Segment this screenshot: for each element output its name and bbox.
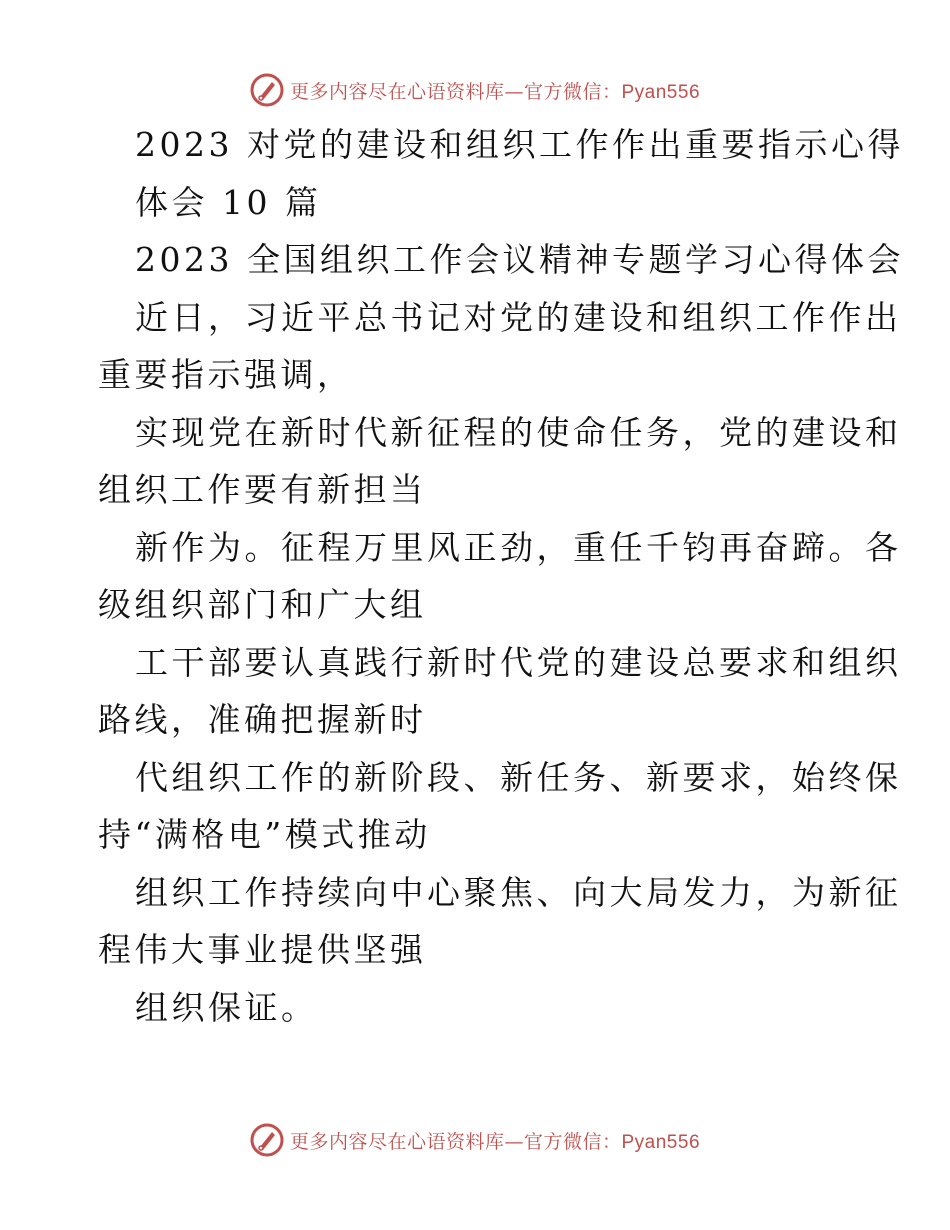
- document-line: 路线，准确把握新时: [98, 700, 427, 739]
- banner-handle: Pyan556: [621, 1131, 701, 1153]
- banner-dash: —: [504, 1130, 524, 1153]
- brand-logo-icon: [250, 1123, 284, 1157]
- document-line: 体会 10 篇: [135, 182, 322, 222]
- document-line: 程伟大事业提供坚强: [98, 930, 427, 969]
- document-line: 2023 对党的建设和组织工作作出重要指示心得: [135, 125, 904, 164]
- footer-watermark-banner: [0, 1120, 950, 1160]
- document-line: 组织保证。: [135, 987, 318, 1027]
- document-line: 近日，习近平总书记对党的建设和组织工作作出: [135, 297, 902, 337]
- banner-dash: —: [504, 80, 524, 103]
- document-line: 组织工作要有新担当: [98, 470, 427, 509]
- document-line: 工干部要认真践行新时代党的建设总要求和组织: [135, 642, 902, 682]
- banner-wechat-label: 官方微信：: [523, 80, 622, 103]
- banner-wechat-label: 官方微信：: [523, 1130, 622, 1153]
- document-line: 重要指示强调，: [98, 355, 354, 394]
- document-body: [0, 116, 950, 1036]
- banner-main-text: 更多内容尽在心语资料库: [289, 1130, 505, 1153]
- banner-text: [290, 1127, 700, 1154]
- document-line: 级组织部门和广大组: [98, 585, 427, 624]
- document-line: 新作为。征程万里风正劲，重任千钧再奋蹄。各: [135, 527, 902, 567]
- banner-main-text: 更多内容尽在心语资料库: [289, 80, 505, 103]
- document-line: 2023 全国组织工作会议精神专题学习心得体会: [135, 240, 904, 279]
- brand-logo-icon: [250, 73, 284, 107]
- document-line: 持“满格电”模式推动: [98, 815, 431, 854]
- header-watermark-banner: [0, 70, 950, 110]
- document-line: 组织工作持续向中心聚焦、向大局发力，为新征: [135, 872, 902, 912]
- document-line: 代组织工作的新阶段、新任务、新要求，始终保: [135, 757, 902, 797]
- banner-text: [290, 77, 700, 104]
- banner-handle: Pyan556: [621, 81, 701, 103]
- document-line: 实现党在新时代新征程的使命任务，党的建设和: [135, 412, 902, 452]
